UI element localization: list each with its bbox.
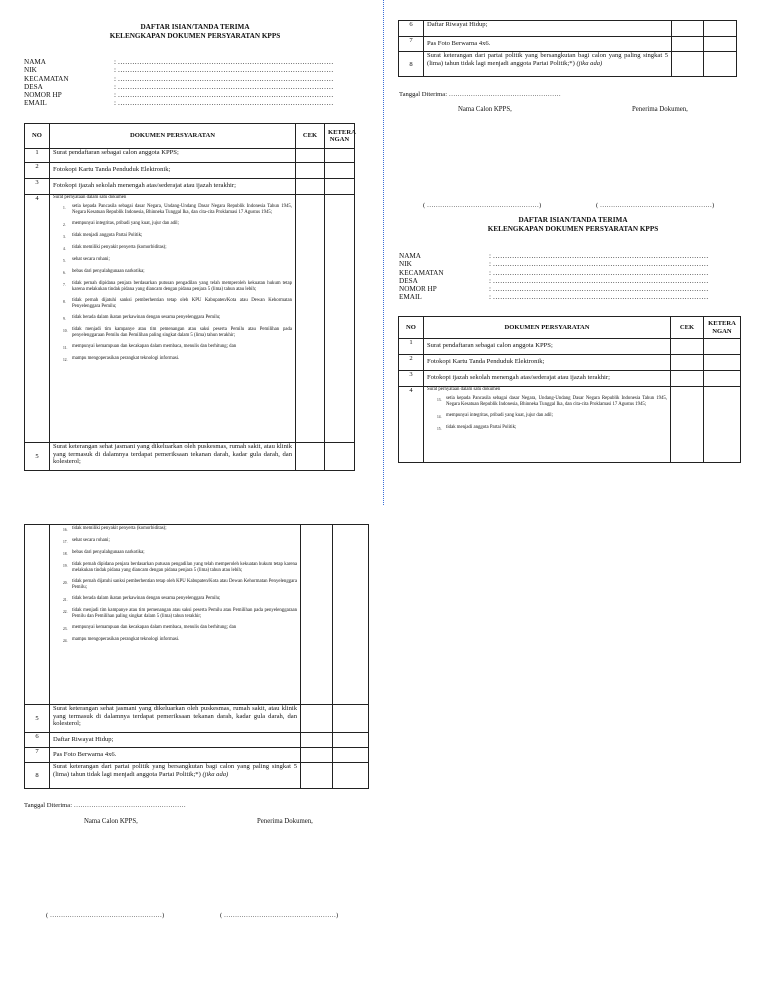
- title-line-1: DAFTAR ISIAN/TANDA TERIMA: [140, 23, 250, 31]
- note-cell[interactable]: [333, 763, 369, 789]
- note-cell[interactable]: [704, 355, 741, 371]
- row-text: Fotokopi ijazah sekolah menengah atas/sederajat atau ijazah terakhir;: [50, 179, 296, 195]
- statement-heading: Surat pernyataan dalam satu dokumen: [427, 387, 501, 392]
- list-item: 14. mempunyai integritas, pribadi yang kuat, jujur dan adil;: [437, 413, 553, 419]
- tanggal-diterima[interactable]: Tanggal Diterima: ……………………………………………: [399, 91, 561, 98]
- label-nama-calon-2: Nama Calon KPPS,: [84, 818, 138, 825]
- row-no: 3: [399, 371, 424, 387]
- field-value-desa[interactable]: : ………………………………………………………………………………: [114, 82, 334, 91]
- row-no: 8: [399, 52, 424, 77]
- list-item: 16. tidak memiliki penyakit penyerta (komorbiditas);: [63, 526, 167, 532]
- statement-sublist: [53, 526, 297, 644]
- check-cell[interactable]: [672, 21, 704, 37]
- table-header: [399, 317, 741, 339]
- header-keterangan: KETERA NGAN: [325, 124, 355, 149]
- header-no: NO: [25, 124, 50, 149]
- row-no: 6: [25, 733, 50, 748]
- table-row: [399, 37, 737, 52]
- signature-line-calon-2[interactable]: ( ……………………………………………): [46, 912, 165, 919]
- signature-line-penerima[interactable]: ( ……………………………………………): [596, 202, 715, 209]
- table-row: [25, 748, 369, 763]
- check-cell[interactable]: [296, 443, 325, 471]
- row-text-with-sublist: [424, 387, 671, 463]
- list-item: 11. mempunyai kemampuan dan kecakapan dalam membaca, menulis dan berhitung; dan: [63, 344, 237, 350]
- header-dokumen: DOKUMEN PERSYARATAN: [424, 317, 671, 339]
- row-text: Surat keterangan sehat jasmani yang dikeluarkan oleh puskesmas, rumah sakit, atau klinik yang termasuk di dalamnya terdapat pemeriksaan tekanan darah, kadar gula darah, dan kolesterol;: [50, 705, 301, 733]
- check-cell[interactable]: [301, 763, 333, 789]
- check-cell[interactable]: [296, 195, 325, 443]
- list-item: 7. tidak pernah dipidana penjara berdasarkan putusan pengadilan yang telah memperoleh kekuatan hukum tetap karena melakukan tindak pidana yang diancam dengan pidana penjara 5 (lima) tahun atau lebih;: [63, 281, 292, 292]
- field-value-desa[interactable]: : ………………………………………………………………………………: [489, 276, 709, 285]
- note-cell[interactable]: [704, 339, 741, 355]
- title-line-2: KELENGKAPAN DOKUMEN PERSYARATAN KPPS: [487, 225, 659, 233]
- field-value-nomor-hp[interactable]: : ………………………………………………………………………………: [489, 285, 709, 294]
- check-cell[interactable]: [671, 387, 704, 463]
- field-label-desa: DESA: [24, 82, 43, 91]
- table-row: [399, 355, 741, 371]
- table-row: [399, 371, 741, 387]
- row-text: Fotokopi ijazah sekolah menengah atas/sederajat atau ijazah terakhir;: [424, 371, 671, 387]
- row-no: 6: [399, 21, 424, 37]
- field-label-desa: DESA: [399, 276, 418, 285]
- applicant-fields: [24, 58, 344, 108]
- note-cell[interactable]: [333, 748, 369, 763]
- table-row: [25, 763, 369, 789]
- table-row: [25, 443, 355, 471]
- field-label-nik: NIK: [24, 66, 37, 75]
- row-no: 2: [399, 355, 424, 371]
- field-label-nik: NIK: [399, 260, 412, 269]
- requirements-table-2-continued: [24, 524, 369, 789]
- note-cell[interactable]: [333, 525, 369, 705]
- check-cell[interactable]: [296, 179, 325, 195]
- table-row: [25, 149, 355, 163]
- form-title-2: [398, 216, 748, 234]
- row-text: Surat keterangan dari partai politik yang bersangkutan bagi calon yang paling singkat 5 (lima) tahun tidak lagi menjadi anggota Partai Politik;*) (jika ada): [50, 763, 301, 789]
- row-no: 1: [25, 149, 50, 163]
- table-header: [25, 124, 355, 149]
- check-cell[interactable]: [672, 37, 704, 52]
- tanggal-diterima-2[interactable]: Tanggal Diterima: ……………………………………………: [24, 802, 186, 809]
- check-cell[interactable]: [301, 748, 333, 763]
- statement-sublist: [427, 396, 667, 432]
- label-penerima: Penerima Dokumen,: [632, 106, 688, 113]
- header-keterangan: KETERA NGAN: [704, 317, 741, 339]
- list-item: 21. tidak berada dalam ikatan perkawinan dengan sesama penyelenggara Pemilu;: [63, 596, 221, 602]
- row-no: 7: [399, 37, 424, 52]
- field-value-nama[interactable]: : ………………………………………………………………………………: [489, 252, 709, 260]
- field-value-nik[interactable]: : ………………………………………………………………………………: [114, 66, 334, 75]
- header-cek: CEK: [296, 124, 325, 149]
- field-label-kecamatan: KECAMATAN: [399, 268, 444, 277]
- note-cell[interactable]: [704, 52, 737, 77]
- list-item: 12. mampu mengoperasikan perangkat teknologi informasi.: [63, 356, 180, 362]
- table-row: [399, 339, 741, 355]
- header-no: NO: [399, 317, 424, 339]
- row-text: Daftar Riwayat Hidup;: [50, 733, 301, 748]
- field-label-email: EMAIL: [399, 293, 422, 302]
- note-cell[interactable]: [325, 163, 355, 179]
- list-item: 9. tidak berada dalam ikatan perkawinan dengan sesama penyelenggara Pemilu;: [63, 315, 221, 321]
- row-text: Surat pendaftaran sebagai calon anggota KPPS;: [50, 149, 296, 163]
- table-row: [25, 195, 355, 443]
- row-text: Fotokopi Kartu Tanda Penduduk Elektronik;: [424, 355, 671, 371]
- row-no: 8: [25, 763, 50, 789]
- list-item: 18. bebas dari penyalahgunaan narkotika;: [63, 550, 145, 556]
- field-value-nomor-hp[interactable]: : ………………………………………………………………………………: [114, 91, 334, 100]
- field-value-email[interactable]: : ………………………………………………………………………………: [114, 99, 334, 108]
- table-row: [25, 179, 355, 195]
- check-cell[interactable]: [296, 163, 325, 179]
- row-text-with-sublist: [50, 195, 296, 443]
- note-cell[interactable]: [325, 179, 355, 195]
- note-cell[interactable]: [325, 443, 355, 471]
- statement-sublist: [53, 204, 292, 363]
- list-item: 20. tidak pernah dijatuhi sanksi pemberhentian tetap oleh KPU Kabupaten/Kota atau Dewan Kehormatan Penyelenggara Pemilu;: [63, 579, 297, 590]
- check-cell[interactable]: [301, 705, 333, 733]
- field-label-nomor-hp: NOMOR HP: [24, 91, 62, 100]
- applicant-fields-2: [399, 252, 719, 302]
- table-row: [25, 525, 369, 705]
- label-penerima-2: Penerima Dokumen,: [257, 818, 313, 825]
- field-label-nama: NAMA: [24, 58, 46, 66]
- form-title: [20, 23, 370, 41]
- note-cell[interactable]: [704, 387, 741, 463]
- row-text: Pas Foto Berwarna 4x6.: [50, 748, 301, 763]
- list-item: 24. mampu mengoperasikan perangkat teknologi informasi.: [63, 637, 180, 643]
- table-row: [399, 387, 741, 463]
- row-no: 5: [25, 705, 50, 733]
- row-no: [25, 525, 50, 705]
- note-cell[interactable]: [325, 195, 355, 443]
- requirements-table: [24, 123, 355, 471]
- check-cell[interactable]: [671, 339, 704, 355]
- list-item: 2. mempunyai integritas, pribadi yang kuat, jujur dan adil;: [63, 221, 179, 227]
- list-item: 8. tidak pernah dijatuhi sanksi pemberhentian tetap oleh KPU Kabupaten/Kota atau Dewan Kehormatan Penyelenggara Pemilu;: [63, 298, 292, 309]
- row-no: 1: [399, 339, 424, 355]
- row-no: 4: [399, 387, 424, 463]
- field-value-nama[interactable]: : ………………………………………………………………………………: [114, 58, 334, 66]
- check-cell[interactable]: [671, 371, 704, 387]
- list-item: 10. tidak menjadi tim kampanye atau tim pemenangan atau saksi peserta Pemilu atau Pemilihan pada penyelenggaraan Pemilu dan Pemilihan paling singkat dalam 5 (lima) tahun terakhir;: [63, 327, 292, 338]
- row-text-with-sublist: [50, 525, 301, 705]
- row-text: Pas Foto Berwarna 4x6.: [424, 37, 672, 52]
- field-label-nama: NAMA: [399, 252, 421, 260]
- row-text: Daftar Riwayat Hidup;: [424, 21, 672, 37]
- header-dokumen: DOKUMEN PERSYARATAN: [50, 124, 296, 149]
- row-text: Surat pendaftaran sebagai calon anggota KPPS;: [424, 339, 671, 355]
- note-cell[interactable]: [333, 733, 369, 748]
- check-cell[interactable]: [301, 733, 333, 748]
- list-item: 19. tidak pernah dipidana penjara berdasarkan putusan pengadilan yang telah memperoleh kekuatan hukum tetap karena melakukan tindak pidana yang diancam dengan pidana penjara 5 (lima) tahun atau lebih;: [63, 562, 297, 573]
- row-text: Surat keterangan dari partai politik yang bersangkutan bagi calon yang paling singkat 5 (lima) tahun tidak lagi menjadi anggota Partai Politik;*) (jika ada): [424, 52, 672, 77]
- list-item: 23. mempunyai kemampuan dan kecakapan dalam membaca, menulis dan berhitung; dan: [63, 625, 237, 631]
- requirements-table-continued: [398, 20, 737, 77]
- row-no: 5: [25, 443, 50, 471]
- field-label-nomor-hp: NOMOR HP: [399, 285, 437, 294]
- row-text: Fotokopi Kartu Tanda Penduduk Elektronik;: [50, 163, 296, 179]
- list-item: 5. sehat secara rohani;: [63, 257, 110, 263]
- check-cell[interactable]: [296, 149, 325, 163]
- title-line-2: KELENGKAPAN DOKUMEN PERSYARATAN KPPS: [109, 32, 281, 40]
- row-no: 3: [25, 179, 50, 195]
- header-cek: CEK: [671, 317, 704, 339]
- field-value-nik[interactable]: : ………………………………………………………………………………: [489, 260, 709, 269]
- signature-line-penerima-2[interactable]: ( ……………………………………………): [220, 912, 339, 919]
- note-cell[interactable]: [704, 371, 741, 387]
- list-item: 15. tidak menjadi anggota Partai Politik;: [437, 425, 517, 431]
- requirements-table-2: [398, 316, 741, 463]
- field-value-email[interactable]: : ………………………………………………………………………………: [489, 293, 709, 302]
- list-item: 22. tidak menjadi tim kampanye atau tim pemenangan atau saksi peserta Pemilu atau Pemilihan pada penyelenggaraan Pemilu dan Pemilihan paling singkat dalam 5 (lima) tahun terakhir;: [63, 608, 297, 619]
- field-label-email: EMAIL: [24, 99, 47, 108]
- note-cell[interactable]: [333, 705, 369, 733]
- table-row: [399, 52, 737, 77]
- note-cell[interactable]: [704, 37, 737, 52]
- check-cell[interactable]: [671, 355, 704, 371]
- note-cell[interactable]: [704, 21, 737, 37]
- table-row: [25, 733, 369, 748]
- signature-line-calon[interactable]: ( ……………………………………………): [423, 202, 542, 209]
- table-row: [399, 21, 737, 37]
- field-value-kecamatan[interactable]: : ………………………………………………………………………………: [114, 74, 334, 83]
- label-nama-calon: Nama Calon KPPS,: [458, 106, 512, 113]
- check-cell[interactable]: [301, 525, 333, 705]
- list-item: 3. tidak menjadi anggota Partai Politik;: [63, 233, 143, 239]
- row-text: Surat keterangan sehat jasmani yang dikeluarkan oleh puskesmas, rumah sakit, atau klinik yang termasuk di dalamnya terdapat pemeriksaan tekanan darah, kadar gula darah, dan kolesterol;: [50, 443, 296, 471]
- list-item: 1. setia kepada Pancasila sebagai dasar Negara, Undang-Undang Dasar Negara Republik Indonesia Tahun 1945, Negara Kesatuan Republik Indonesia, Bhinneka Tunggal Ika, dan cita-cita Proklamasi 17 Agustus 1945;: [63, 204, 292, 215]
- row-no: 7: [25, 748, 50, 763]
- row-no: 2: [25, 163, 50, 179]
- statement-heading: Surat pernyataan dalam satu dokumen: [53, 195, 127, 200]
- list-item: 17. sehat secara rohani;: [63, 538, 110, 544]
- row-no: 4: [25, 195, 50, 443]
- table-row: [25, 705, 369, 733]
- title-line-1: DAFTAR ISIAN/TANDA TERIMA: [518, 216, 628, 224]
- page-divider: [383, 0, 384, 505]
- table-row: [25, 163, 355, 179]
- field-value-kecamatan[interactable]: : ………………………………………………………………………………: [489, 268, 709, 277]
- list-item: 4. tidak memiliki penyakit penyerta (komorbiditas);: [63, 245, 167, 251]
- check-cell[interactable]: [672, 52, 704, 77]
- list-item: 13. setia kepada Pancasila sebagai dasar Negara, Undang-Undang Dasar Negara Republik Indonesia Tahun 1945, Negara Kesatuan Republik Indonesia, Bhinneka Tunggal Ika, dan cita-cita Proklamasi 17 Agustus 1945;: [437, 396, 667, 407]
- note-cell[interactable]: [325, 149, 355, 163]
- list-item: 6. bebas dari penyalahgunaan narkotika;: [63, 269, 145, 275]
- field-label-kecamatan: KECAMATAN: [24, 74, 69, 83]
